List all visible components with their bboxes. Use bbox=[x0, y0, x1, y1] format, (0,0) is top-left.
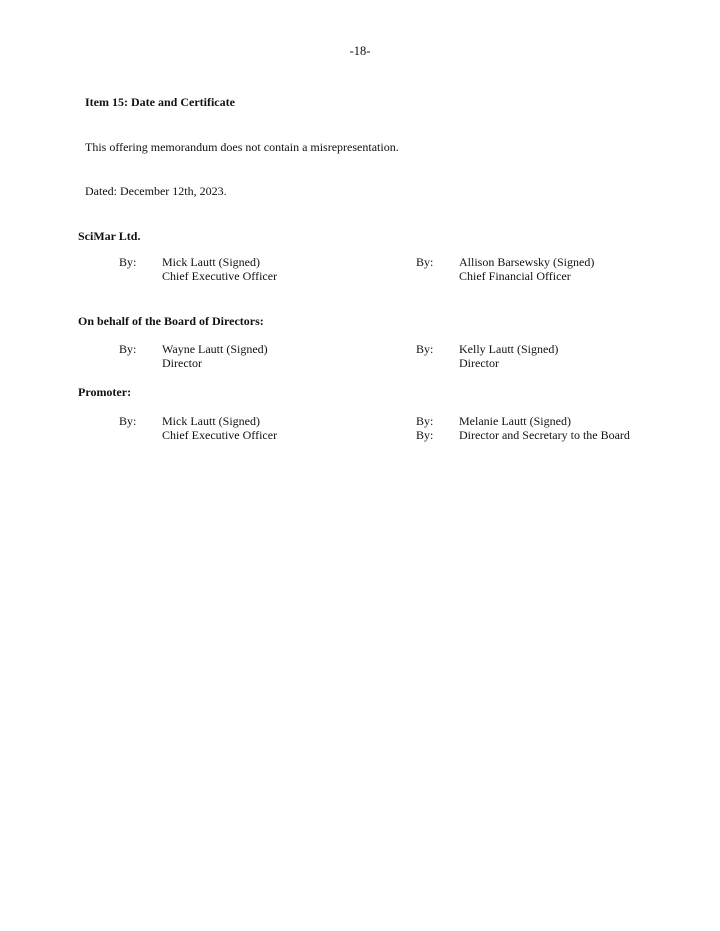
signatory-role: Director bbox=[162, 356, 202, 370]
page-number: -18- bbox=[349, 44, 371, 58]
by-label-second: By: bbox=[416, 428, 434, 442]
promoter-title: Promoter: bbox=[78, 385, 132, 399]
signatory-name: Allison Barsewsky (Signed) bbox=[459, 255, 595, 269]
date-line: Dated: December 12th, 2023. bbox=[85, 184, 227, 198]
signatory-name: Kelly Lautt (Signed) bbox=[459, 342, 559, 356]
by-label: By: bbox=[416, 414, 434, 428]
signatory-role: Chief Executive Officer bbox=[162, 269, 278, 283]
section-heading: Item 15: Date and Certificate bbox=[85, 95, 235, 109]
by-label: By: bbox=[119, 255, 137, 269]
signatory-name: Melanie Lautt (Signed) bbox=[459, 414, 571, 428]
signatory-name: Wayne Lautt (Signed) bbox=[162, 342, 268, 356]
by-label: By: bbox=[416, 342, 434, 356]
signatory-name: Mick Lautt (Signed) bbox=[162, 414, 260, 428]
by-label: By: bbox=[416, 255, 434, 269]
company-title: SciMar Ltd. bbox=[78, 229, 141, 243]
signatory-role: Chief Financial Officer bbox=[459, 269, 571, 283]
certificate-statement: This offering memorandum does not contain a misrepresentation. bbox=[85, 140, 399, 154]
by-label: By: bbox=[119, 414, 137, 428]
by-label: By: bbox=[119, 342, 137, 356]
signatory-role: Chief Executive Officer bbox=[162, 428, 278, 442]
signatory-role: Director and Secretary to the Board bbox=[459, 428, 630, 442]
board-title: On behalf of the Board of Directors: bbox=[78, 314, 264, 328]
signatory-role: Director bbox=[459, 356, 499, 370]
signatory-name: Mick Lautt (Signed) bbox=[162, 255, 260, 269]
